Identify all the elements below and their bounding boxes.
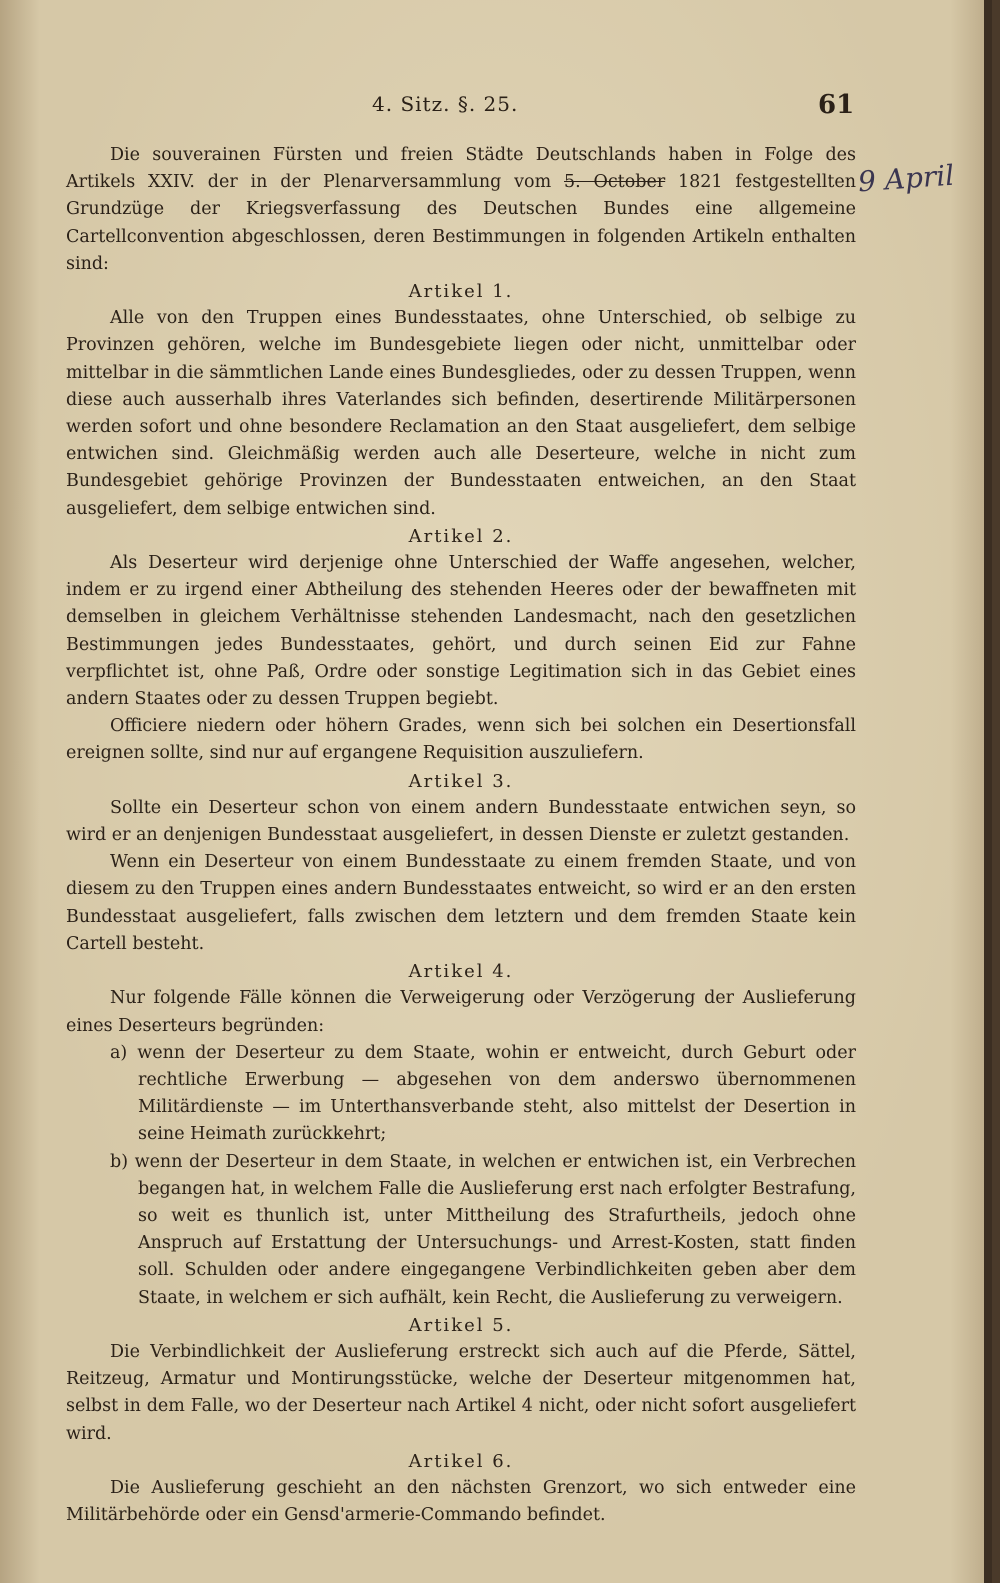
- article-1-paragraph-1: Alle von den Truppen eines Bundesstaates, ohne Unterschied, ob selbige zu Provinzen gehören, welche im Bundesgebiete liegen oder nicht, unmittelbar oder mittelbar in die sämmtlichen Lande eines Bundesgliedes, oder zu dessen Truppen, wenn diese auch ausserhalb ihres Vaterlandes sich befinden, desertirende Militärpersonen werden sofort und ohne besondere Reclamation an den Staat ausgeliefert, dem selbige entwichen sind. Gleichmäßig werden auch alle Deserteure, welche in nicht zum Bundesgebiet gehörige Provinzen der Bundesstaaten entweichen, an den Staat ausgeliefert, dem selbige entwichen sind.: [66, 308, 856, 519]
- article-3-paragraph-2: Wenn ein Deserteur von einem Bundesstaate zu einem fremden Staate, und von diesem zu den Truppen eines andern Bundesstaates entweicht, so wird er an den ersten Bundesstaat ausgeliefert, falls zwischen dem letztern und dem fremden Staate kein Cartell besteht.: [66, 852, 856, 954]
- article-3-paragraph-1: Sollte ein Deserteur schon von einem andern Bundesstaate entwichen seyn, so wird er an denjenigen Bundesstaat ausgeliefert, in dessen Dienste er zuletzt gestanden.: [66, 797, 856, 846]
- page-header: [0, 92, 992, 126]
- article-2-heading: Artikel 2.: [408, 525, 514, 547]
- page-edge: [984, 0, 992, 1583]
- handwritten-margin-note: 9 April: [856, 158, 956, 199]
- struck-date: 5. October: [564, 172, 666, 193]
- article-5-paragraph-1: Die Verbindlichkeit der Auslieferung erstreckt sich auch auf die Pferde, Sättel, Reitzeug, Armatur und Montirungsstücke, welche der Deserteur mitgenommen hat, selbst in dem Falle, wo der Deserteur nach Artikel 4 nicht, oder nicht sofort ausgeliefert wird.: [66, 1341, 856, 1444]
- article-6-paragraph-1: Die Auslieferung geschieht an den nächsten Grenzort, wo sich entweder eine Militärbehörde oder ein Gensd'armerie-Commando befindet.: [66, 1477, 856, 1526]
- article-4-item-b: b) wenn der Deserteur in dem Staate, in welchen er entwichen ist, ein Verbrechen begangen hat, in welchem Falle die Auslieferung erst nach erfolgter Bestrafung, so weit es thunlich ist, unter Mittheilung des Strafurtheils, jedoch ohne Anspruch auf Erstattung der Untersuchungs- und Arrest-Kosten, statt finden soll. Schulden oder andere eingegangene Verbindlichkeiten geben aber dem Staate, in welchem er sich aufhält, kein Recht, die Auslieferung zu verweigern.: [110, 1151, 856, 1308]
- intro-text-start: Die souverainen Fürsten und freien Städte Deutschlands haben in Folge des Artikels XXIV. der in der Plenarversammlung vom: [66, 145, 856, 193]
- article-4-heading: Artikel 4.: [408, 961, 514, 983]
- article-4-item-a: a) wenn der Deserteur zu dem Staate, wohin er entweicht, durch Geburt oder rechtliche Erwerbung — abgesehen von dem anderswo übernommenen Militärdienste — im Unterthansverbande steht, also mittelst der Desertion in seine Heimath zurückkehrt;: [110, 1042, 856, 1145]
- intro-text-end: 1821 festgestellten Grundzüge der Kriegsverfassung des Deutschen Bundes eine allgemeine Cartellconvention abgeschlossen, deren Bestimmungen in folgenden Artikeln enthalten sind:: [66, 172, 857, 274]
- document-body: [66, 142, 856, 1529]
- article-5-heading: Artikel 5.: [408, 1314, 514, 1336]
- article-2-paragraph-1: Als Deserteur wird derjenige ohne Unterschied der Waffe angesehen, welcher, indem er zu irgend einer Abtheilung des stehenden Heeres oder der bewaffneten mit demselben in gleichem Verhältnisse stehenden Landesmacht, nach den gesetzlichen Bestimmungen jedes Bundesstaates, gehört, und durch seinen Eid zur Fahne verpflichtet ist, ohne Paß, Ordre oder sonstige Legitimation sich in das Gebiet eines andern Staates oder zu dessen Truppen begiebt.: [66, 553, 856, 710]
- running-head: 4. Sitz. §. 25.: [372, 92, 519, 116]
- intro-paragraph: [66, 142, 856, 278]
- page-number: 61: [818, 90, 855, 120]
- article-3-heading: Artikel 3.: [408, 770, 514, 792]
- article-4-paragraph-1: Nur folgende Fälle können die Verweigerung oder Verzögerung der Auslieferung eines Deserteurs begründen:: [66, 988, 856, 1036]
- article-2-paragraph-2: Officiere niedern oder höhern Grades, wenn sich bei solchen ein Desertionsfall ereignen sollte, sind nur auf ergangene Requisition auszuliefern.: [66, 716, 856, 764]
- article-1-heading: Artikel 1.: [408, 281, 514, 303]
- article-6-heading: Artikel 6.: [408, 1450, 514, 1472]
